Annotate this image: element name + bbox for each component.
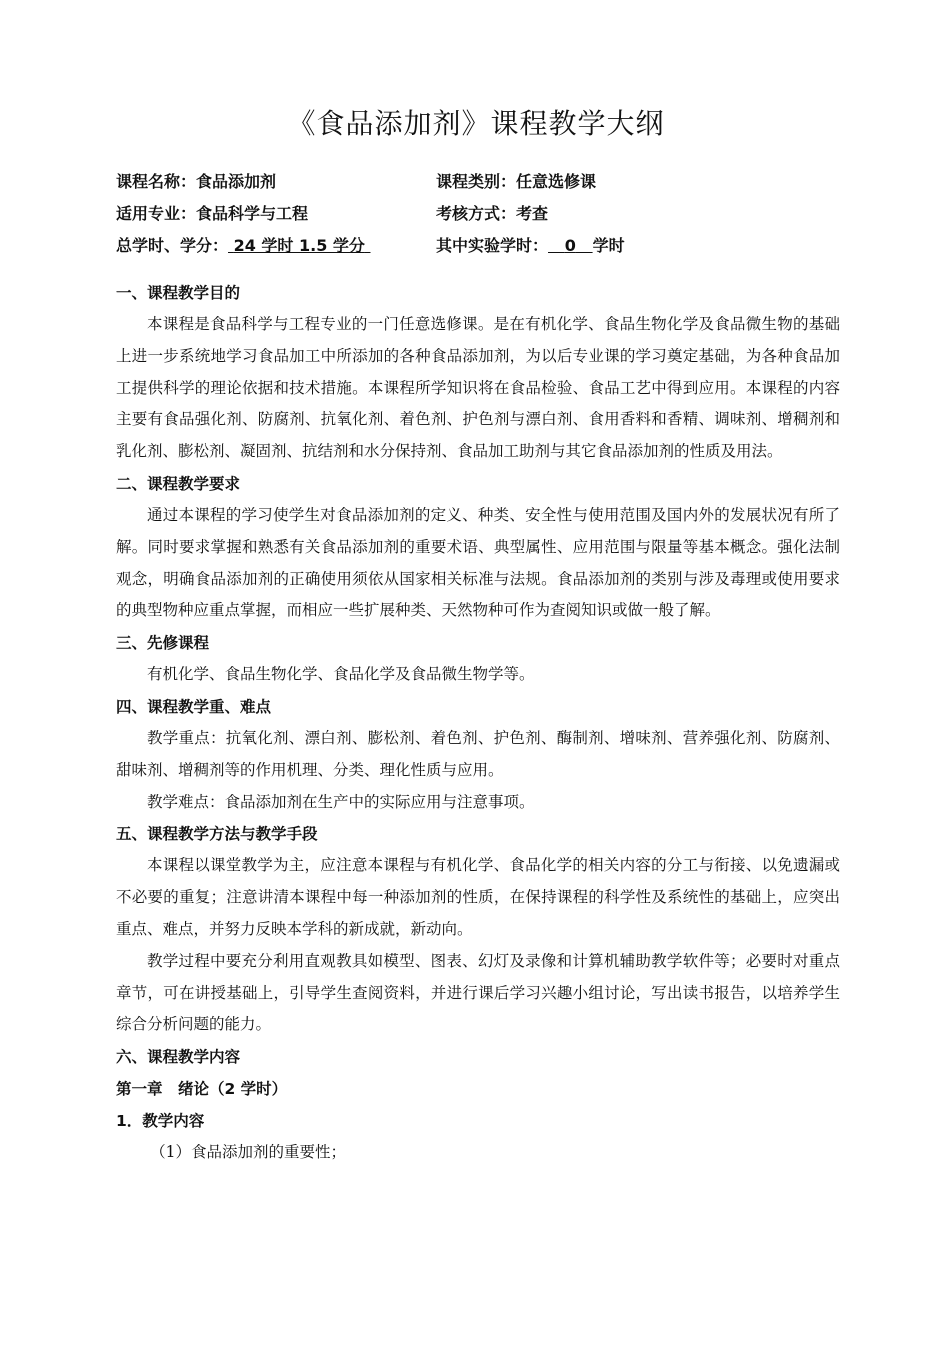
- course-name-value: 食品添加剂: [196, 172, 277, 191]
- course-name-label: 课程名称：: [116, 172, 197, 191]
- section-paragraph: 教学重点：抗氧化剂、漂白剂、膨松剂、着色剂、护色剂、酶制剂、增味剂、营养强化剂、防腐剂、甜味剂、增稠剂等的作用机理、分类、理化性质与应用。: [116, 728, 840, 779]
- lab-hours-unit: 学时: [592, 236, 625, 255]
- section-heading: 六、课程教学内容: [116, 1048, 241, 1067]
- lab-hours-value: 0: [564, 236, 576, 255]
- section-heading: 四、课程教学重、难点: [116, 697, 272, 716]
- section-heading: 一、课程教学目的: [116, 284, 241, 302]
- chapter-heading: 第一章 绪论（2 学时）: [116, 1080, 288, 1099]
- major-label: 适用专业：: [116, 204, 197, 223]
- document-body: [116, 277, 840, 1169]
- section-paragraph: 本课程以课堂教学为主，应注意本课程与有机化学、食品化学的相关内容的分工与衔接、以免遗漏或不必要的重复；注意讲清本课程中每一种添加剂的性质，在保持课程的科学性及系统性的基础上，应突出重点、难点，并努力反映本学科的新成就，新动向。: [116, 856, 840, 938]
- document-title: 《食品添加剂》课程教学大纲: [287, 107, 665, 140]
- hours-label: 总学时、学分：: [116, 236, 229, 255]
- chapter-item: （1）食品添加剂的重要性；: [150, 1143, 346, 1162]
- chapter-subheading: 1．教学内容: [116, 1112, 205, 1131]
- hours-field: [116, 234, 371, 258]
- section-heading: 三、先修课程: [116, 634, 210, 653]
- exam-field: [436, 202, 548, 226]
- section-paragraph: 教学过程中要充分利用直观教具如模型、图表、幻灯及录像和计算机辅助教学软件等；必要时对重点章节，可在讲授基础上，引导学生查阅资料，并进行课后学习兴趣小组讨论，写出读书报告，以培养学生综合分析问题的能力。: [116, 951, 840, 1034]
- major-field: [116, 202, 308, 226]
- section-heading: 二、课程教学要求: [116, 474, 241, 493]
- lab-hours-label: 其中实验学时：: [436, 236, 549, 255]
- course-type-label: 课程类别：: [436, 172, 517, 191]
- major-value: 食品科学与工程: [196, 204, 309, 223]
- exam-value: 考查: [516, 204, 549, 223]
- exam-label: 考核方式：: [436, 204, 517, 223]
- section-paragraph: 教学难点：食品添加剂在生产中的实际应用与注意事项。: [147, 792, 535, 811]
- section-paragraph: 本课程是食品科学与工程专业的一门任意选修课。是在有机化学、食品生物化学及食品微生物的基础上进一步系统地学习食品加工中所添加的各种食品添加剂，为以后专业课的学习奠定基础，为各种食品加工提供科学的理论依据和技术措施。本课程所学知识将在食品检验、食品工艺中得到应用。本课程的内容主要有食品强化剂、防腐剂、抗氧化剂、着色剂、护色剂与漂白剂、食用香料和香精、调味剂、增稠剂和乳化剂、膨松剂、凝固剂、抗结剂和水分保持剂、食品加工助剂与其它食品添加剂的性质及用法。: [116, 315, 840, 461]
- lab-hours-field: [436, 234, 625, 258]
- hours-value: 24 学时 1.5 学分: [233, 236, 365, 255]
- section-paragraph: 通过本课程的学习使学生对食品添加剂的定义、种类、安全性与使用范围及国内外的发展状况有所了解。同时要求掌握和熟悉有关食品添加剂的重要术语、典型属性、应用范围与限量等基本概念。强化法制观念，明确食品添加剂的正确使用须依从国家相关标准与法规。食品添加剂的类别与涉及毒理或使用要求的典型物种应重点掌握，而相应一些扩展种类、天然物种可作为查阅知识或做一般了解。: [116, 505, 840, 620]
- course-type-value: 任意选修课: [516, 172, 597, 191]
- course-name-field: [116, 170, 276, 194]
- section-heading: 五、课程教学方法与教学手段: [116, 825, 318, 844]
- course-type-field: [436, 170, 596, 194]
- section-paragraph: 有机化学、食品生物化学、食品化学及食品微生物学等。: [147, 665, 535, 684]
